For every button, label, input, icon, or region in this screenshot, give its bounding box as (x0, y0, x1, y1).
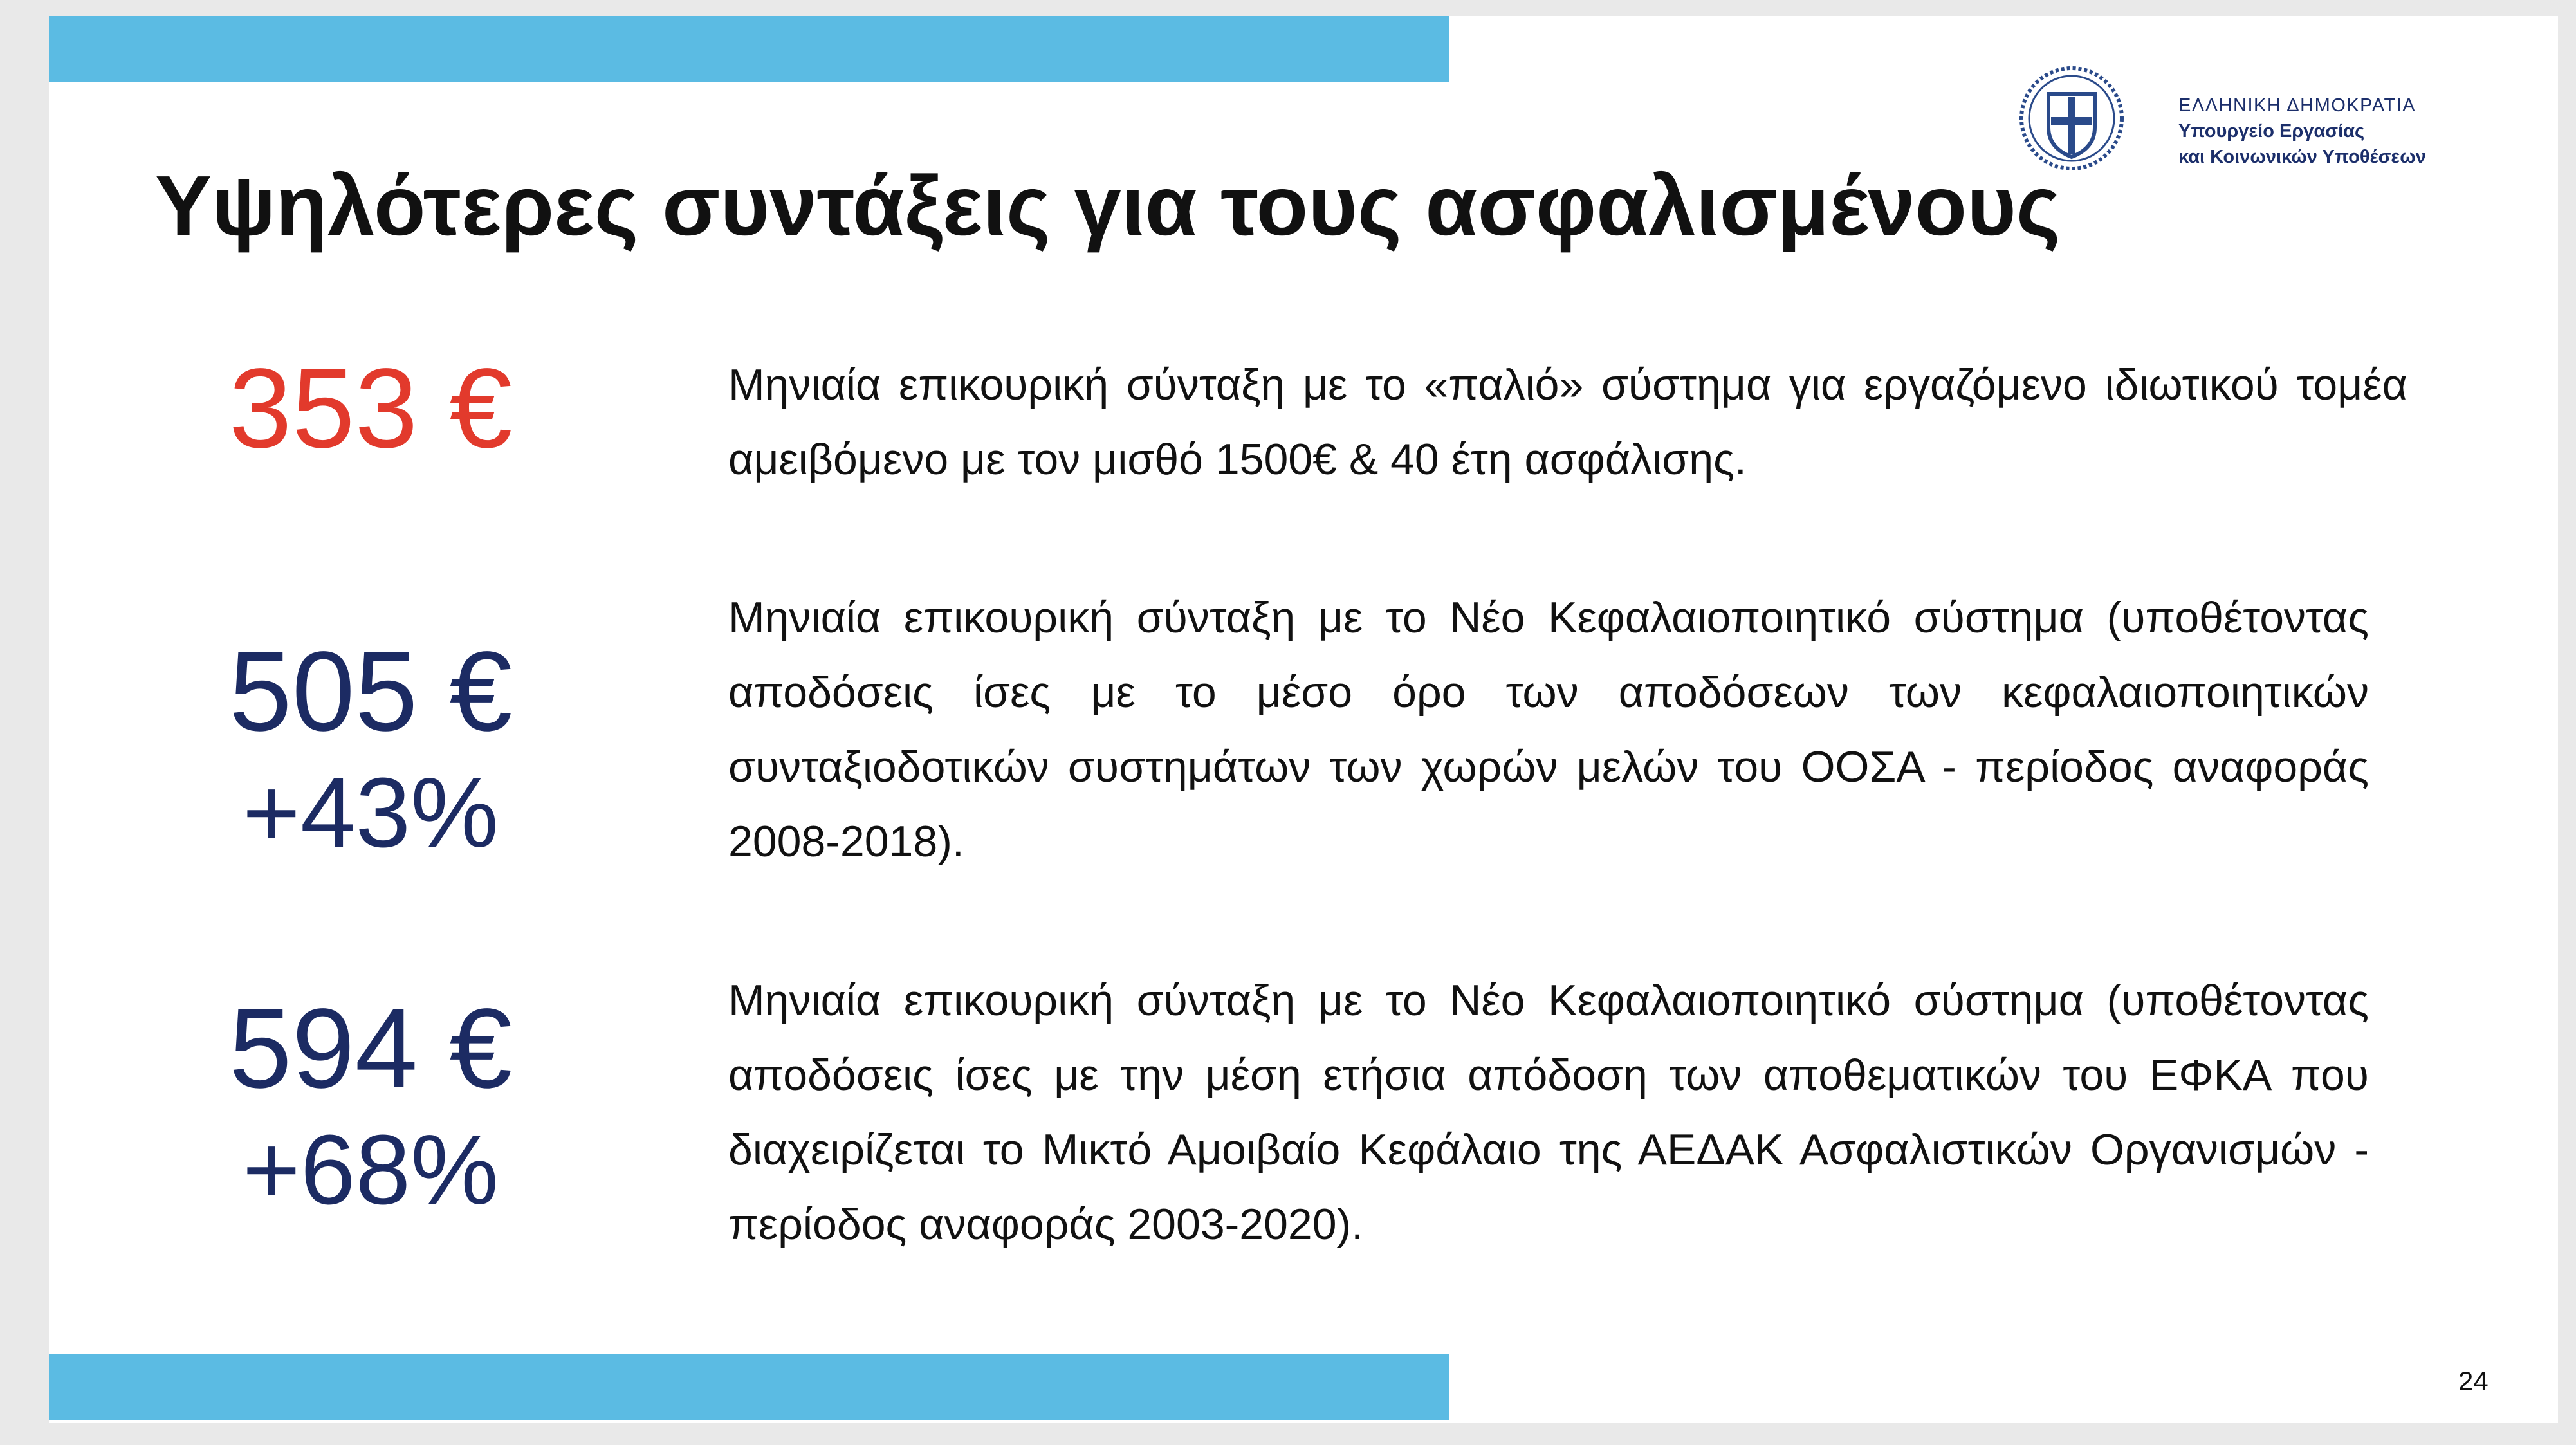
stat-change: +43% (242, 757, 499, 868)
description-new-system-efka: Μηνιαία επικουρική σύνταξη με το Νέο Κεφαλαιοποιητικό σύστημα (υποθέτοντας αποδόσεις ίσες με την μέση ετήσια απόδοση των αποθεματικών του ΕΦΚΑ που διαχειρίζεται το Μικτό Αμοιβαίο Κεφάλαιο της ΑΕΔΑΚ Ασφαλιστικών Οργανισμών - περίοδος αναφοράς 2003-2020). (728, 976, 2369, 1249)
logo-line-ministry: Υπουργείο Εργασίας (2178, 121, 2365, 142)
slide-title: Υψηλότερες συντάξεις για τους ασφαλισμένους (155, 158, 2061, 253)
top-accent-bar (49, 16, 1449, 82)
description-old-system: Μηνιαία επικουρική σύνταξη με το «παλιό» σύστημα για εργαζόμενο ιδιωτικού τομέα αμειβόμενο με τον μισθό 1500€ & 40 έτη ασφάλισης. (728, 360, 2407, 484)
stat-new-system-efka (145, 984, 596, 1226)
logo-line-country: ΕΛΛΗΝΙΚΗ ΔΗΜΟΚΡΑΤΙΑ (2178, 95, 2416, 116)
page-number: 24 (2458, 1366, 2489, 1396)
stat-amount: 353 € (228, 345, 513, 472)
stat-new-system-oecd (145, 627, 596, 869)
bottom-accent-bar (49, 1354, 1449, 1420)
slide (49, 16, 2558, 1423)
stat-old-system (145, 344, 596, 473)
stat-change: +68% (242, 1114, 499, 1225)
logo-line-ministry-sub: και Κοινωνικών Υποθέσεων (2178, 147, 2426, 167)
stat-amount: 594 € (228, 986, 513, 1112)
ministry-logo (2018, 64, 2519, 187)
stat-amount: 505 € (228, 629, 513, 755)
description-new-system-oecd: Μηνιαία επικουρική σύνταξη με το Νέο Κεφαλαιοποιητικό σύστημα (υποθέτοντας αποδόσεις ίσες με το μέσο όρο των αποδόσεων των κεφαλαιοποιητικών συνταξιοδοτικών συστημάτων των χωρών μελών του ΟΟΣΑ - περίοδος αναφοράς 2008-2018). (728, 593, 2369, 866)
